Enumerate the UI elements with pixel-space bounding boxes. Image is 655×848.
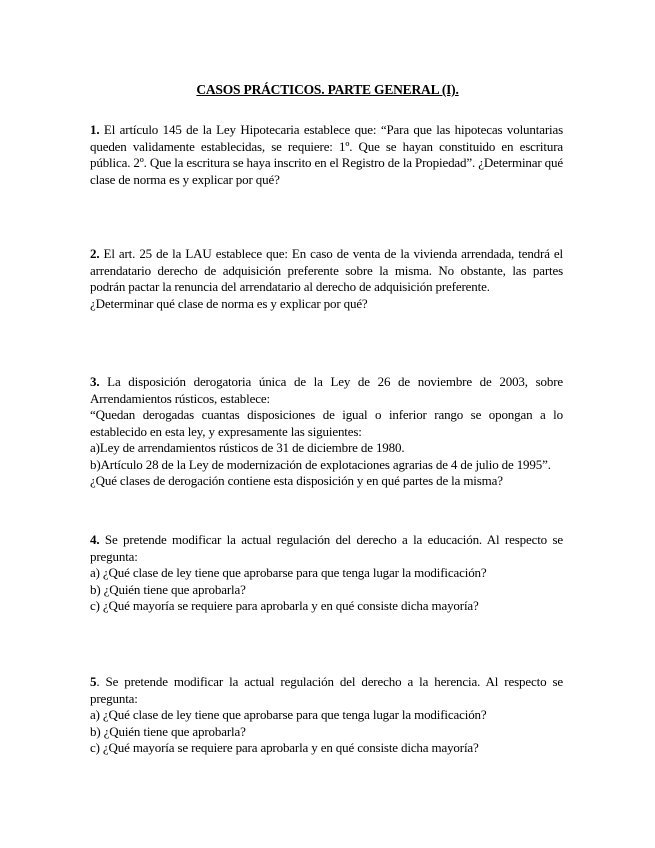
question-5-item-c: c) ¿Qué mayoría se requiere para aprobarla y en qué consiste dicha mayoría? <box>90 740 479 755</box>
question-2-ask: ¿Determinar qué clase de norma es y explicar por qué? <box>90 295 368 311</box>
question-3-intro: La disposición derogatoria única de la Ley de 26 de noviembre de 2003, sobre Arrendamientos rústicos, establece: <box>90 374 563 406</box>
question-4-intro: Se pretende modificar la actual regulación del derecho a la educación. Al respecto se pregunta: <box>90 532 563 564</box>
question-2-text <box>90 246 563 296</box>
question-5-number: 5 <box>90 674 97 689</box>
question-2-intro: El art. 25 de la LAU establece que: En caso de venta de la vivienda arrendada, tendrá el arrendatario derecho de adquisición preferente sobre la misma. No obstante, las partes podrán pactar la renuncia del arrendatario al derecho de adquisición preferente. <box>90 246 563 294</box>
question-5-item-a: a) ¿Qué clase de ley tiene que aprobarse para que tenga lugar la modificación? <box>90 707 487 722</box>
question-5-text <box>90 674 563 707</box>
question-3-text <box>90 374 563 407</box>
question-1 <box>90 122 563 188</box>
document-title: CASOS PRÁCTICOS. PARTE GENERAL (I). <box>196 82 459 97</box>
question-2 <box>90 246 563 312</box>
question-3 <box>90 374 563 490</box>
question-4-text <box>90 532 563 565</box>
question-4-item-c: c) ¿Qué mayoría se requiere para aprobarla y en qué consiste dicha mayoría? <box>90 598 479 613</box>
question-1-number: 1. <box>90 122 100 137</box>
question-3-quote: “Quedan derogadas cuantas disposiciones de igual o inferior rango se opongan a lo establecido en esta ley, y expresamente las siguientes: <box>90 407 563 439</box>
question-5 <box>90 674 563 757</box>
question-3-item-a: a)Ley de arrendamientos rústicos de 31 de diciembre de 1980. <box>90 440 405 455</box>
question-4-number: 4. <box>90 532 100 547</box>
question-2-number: 2. <box>90 246 100 261</box>
question-3-ask: ¿Qué clases de derogación contiene esta disposición y en qué partes de la misma? <box>90 473 503 488</box>
question-3-item-b: b)Artículo 28 de la Ley de modernización de explotaciones agrarias de 4 de julio de 1995”. <box>90 456 551 472</box>
question-5-item-b: b) ¿Quién tiene que aprobarla? <box>90 723 246 739</box>
question-1-intro: El artículo 145 de la Ley Hipotecaria establece que: “Para que las hipotecas voluntarias queden validamente establecidas, se requiere: 1º. Que se hayan constituido en escritura pública. 2º. Que la escritura se haya inscrito en el Registro de la Propiedad”. ¿Determinar qué clase de norma es y explicar por qué? <box>90 122 563 187</box>
question-3-number: 3. <box>90 374 100 389</box>
question-4-item-a: a) ¿Qué clase de ley tiene que aprobarse para que tenga lugar la modificación? <box>90 565 487 580</box>
question-1-text <box>90 122 563 188</box>
question-5-intro: . Se pretende modificar la actual regulación del derecho a la herencia. Al respecto se pregunta: <box>90 674 563 706</box>
question-4-item-b: b) ¿Quién tiene que aprobarla? <box>90 581 246 597</box>
question-4 <box>90 532 563 615</box>
